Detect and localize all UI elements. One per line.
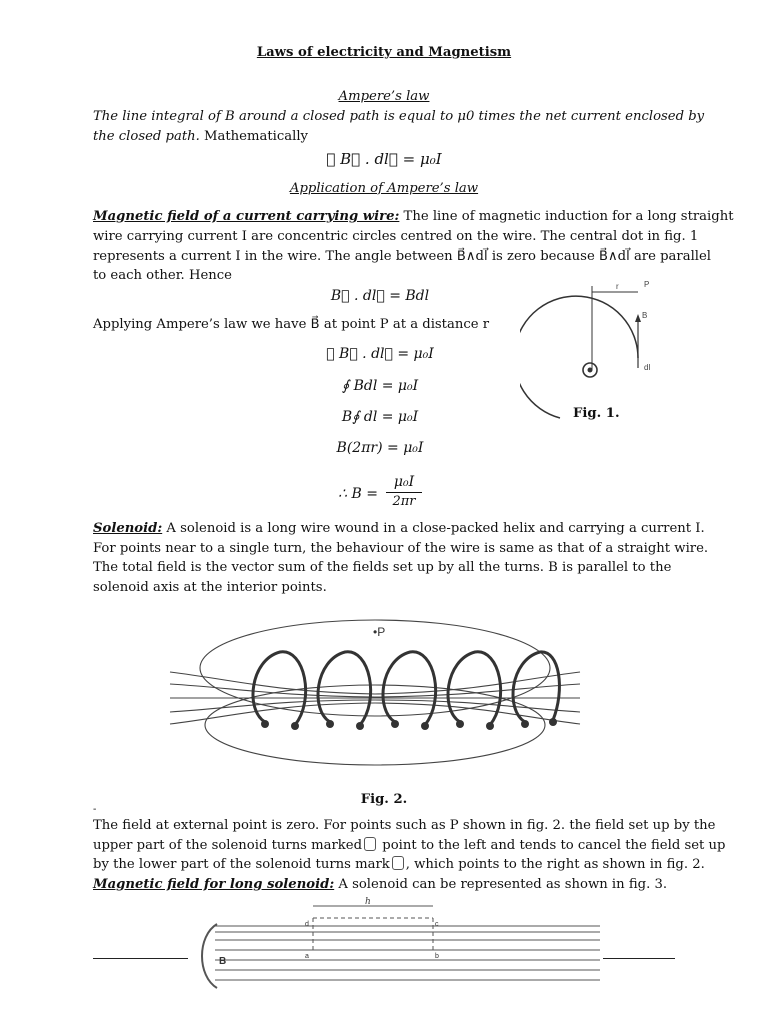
external-line3: by the lower part of the solenoid turns mark , which points to the right as shown in fig. 2. — [93, 857, 705, 872]
wire-dot-3 — [326, 720, 334, 728]
wire-dot-10 — [549, 718, 557, 726]
field-line-1 — [170, 672, 580, 694]
wire-dot-5 — [391, 720, 399, 728]
fig2-solenoid-diagram — [155, 600, 595, 780]
fig2-caption: Fig. 2. — [360, 792, 408, 807]
footer-rule-right — [603, 958, 675, 959]
wire-dot-6 — [421, 722, 429, 730]
field-circle — [520, 296, 638, 418]
fig1-label-p: P — [644, 280, 650, 289]
solenoid-end-curve — [202, 924, 217, 988]
ampere-equation: ∮ B⃗ . dl⃗ = μ₀I — [326, 150, 442, 168]
applying-text: Applying Ampere’s law we have B⃗ at point P at a distance r — [93, 317, 490, 332]
field-line-3 — [170, 700, 580, 712]
solenoid-line3: The total field is the vector sum of the fields set up by all the turns. B is parallel to the — [93, 560, 672, 575]
fraction-bar — [386, 492, 422, 493]
application-heading: Application of Ampere’s law — [289, 181, 479, 196]
equation-step3: B∮ dl = μ₀I — [341, 409, 419, 425]
equation-result-left: ∴ B = — [338, 486, 378, 502]
equation-step2: ∮ Bdl = μ₀I — [341, 378, 419, 394]
current-dot — [588, 368, 593, 373]
solenoid-line2: For points near to a single turn, the behaviour of the wire is same as that of a straight wire. — [93, 541, 709, 556]
equation-step1: ∮ B⃗ . dl⃗ = μ₀I — [326, 346, 434, 362]
wire-paragraph-line2: wire carrying current I are concentric circles centred on the wire. The central dot in fig. 1 — [93, 229, 699, 244]
ampere-text-line2: the closed path. Mathematically — [93, 129, 309, 144]
wire-dot-4 — [356, 722, 364, 730]
b-arrowhead — [635, 314, 641, 322]
dot-symbol-icon — [392, 856, 404, 870]
cross-symbol-icon — [364, 837, 376, 851]
wire-dot-7 — [456, 720, 464, 728]
fig3-long-solenoid-diagram — [195, 896, 600, 996]
wire-paragraph-line1: Magnetic field of a current carrying wire: The line of magnetic induction for a long straight — [93, 209, 734, 224]
equation-result-numerator: μ₀I — [393, 474, 415, 490]
fig3-label-c: c — [435, 921, 439, 928]
external-line2: upper part of the solenoid turns marked point to the left and tends to cancel the field set up — [93, 838, 726, 853]
wire-paragraph-line3: represents a current I in the wire. The angle between B⃗∧dl⃗ is zero because B⃗∧dl⃗ are parallel — [93, 249, 712, 264]
fig3-label-b: B — [219, 956, 227, 967]
coil-turn-4 — [448, 652, 501, 725]
wire-dot-1 — [261, 720, 269, 728]
wire-dot-2 — [291, 722, 299, 730]
fig3-label-a: a — [305, 953, 309, 960]
wire-dot-9 — [521, 720, 529, 728]
fig1-label-b: B — [642, 311, 648, 320]
wire-paragraph-line4: to each other. Hence — [93, 268, 232, 283]
fig2-point-label: •P — [373, 625, 386, 639]
page-title: Laws of electricity and Magnetism — [256, 45, 512, 60]
solenoid-line4: solenoid axis at the interior points. — [93, 580, 327, 595]
fig1-caption: Fig. 1. — [573, 406, 620, 421]
stray-dash: - — [93, 804, 97, 815]
coil-turn-1 — [253, 652, 306, 725]
footer-rule-left — [93, 958, 188, 959]
fig3-label-b2: b — [435, 953, 439, 960]
solenoid-line1: Solenoid: A solenoid is a long wire wound in a close-packed helix and carrying a current I. — [93, 521, 705, 536]
equation-step4: B(2πr) = μ₀I — [336, 440, 424, 456]
equation-result-denominator: 2πr — [392, 494, 416, 509]
fig3-label-d: d — [305, 921, 309, 928]
fig3-label-h: h — [365, 897, 371, 907]
ampere-heading: Ampere’s law — [338, 89, 430, 104]
ampere-text-line1: The line integral of B around a closed path is equal to μ0 times the net current enclosed by — [93, 109, 705, 124]
fig1-label-r: r — [616, 282, 619, 291]
equation-bdl: B⃗ . dl⃗ = Bdl — [330, 288, 430, 304]
external-line1: The field at external point is zero. For points such as P shown in fig. 2. the field set up by the — [93, 818, 716, 833]
long-solenoid-line: Magnetic field for long solenoid: A solenoid can be represented as shown in fig. 3. — [93, 877, 668, 892]
fig1-label-dl: dl — [644, 363, 651, 372]
wire-dot-8 — [486, 722, 494, 730]
